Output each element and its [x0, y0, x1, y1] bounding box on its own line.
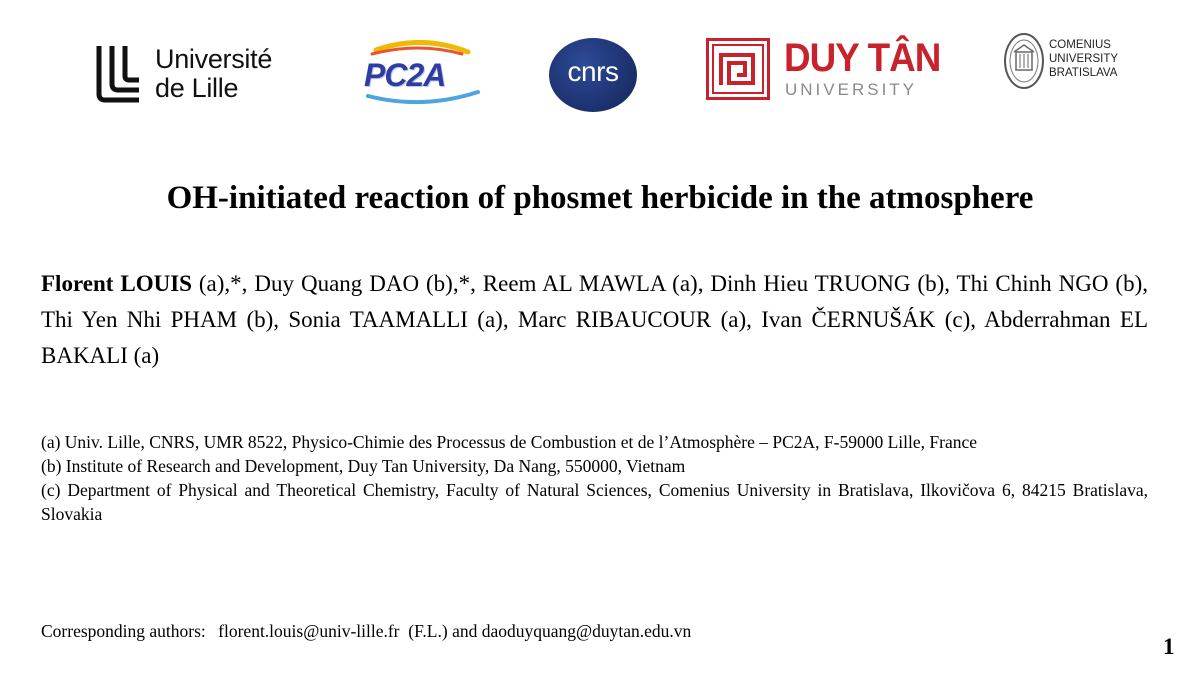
lille-mark-icon	[95, 46, 143, 104]
corresponding-authors	[41, 621, 691, 642]
corresponding-label: Corresponding authors:	[41, 621, 206, 641]
duy-tan-emblem-icon	[706, 38, 770, 100]
initials-fl: (F.L.)	[408, 621, 448, 641]
affiliation-b: (b) Institute of Research and Development, Duy Tan University, Da Nang, 550000, Vietnam	[41, 456, 686, 476]
pc2a-text: PC2A	[364, 57, 446, 93]
comenius-seal-icon	[1003, 32, 1045, 90]
lead-author-name: Florent LOUIS	[41, 271, 192, 296]
cnrs-text: cnrs	[567, 56, 619, 87]
page-number: 1	[1163, 634, 1175, 659]
duy-tan-name: DUY TÂN	[784, 36, 941, 80]
duy-tan-subtitle: UNIVERSITY	[785, 80, 918, 99]
comenius-line1: COMENIUS	[1049, 39, 1111, 51]
email-dao: daoduyquang@duytan.edu.vn	[481, 621, 692, 641]
author-list	[41, 266, 1148, 374]
pc2a-logo	[358, 40, 486, 104]
comenius-name	[1049, 38, 1118, 80]
lille-name-line1: Université	[155, 44, 273, 74]
paper-title: OH-initiated reaction of phosmet herbicide in the atmosphere	[166, 180, 1034, 216]
affiliations	[41, 430, 1148, 526]
affiliation-a: (a) Univ. Lille, CNRS, UMR 8522, Physico-Chimie des Processus de Combustion et de l’Atmosphère – PC2A, F-59000 Lille, France	[41, 432, 978, 452]
duy-tan-university-logo	[706, 36, 941, 100]
comenius-line3: BRATISLAVA	[1049, 67, 1118, 79]
author-list-rest: (a),*, Duy Quang DAO (b),*, Reem AL MAWLA (a), Dinh Hieu TRUONG (b), Thi Chinh NGO (b), Thi Yen Nhi PHAM (b), Sonia TAAMALLI (a), Marc RIBAUCOUR (a), Ivan ČERNUŠÁK (c), Abderrahman EL BAKALI (a)	[41, 271, 1148, 368]
affiliation-c: (c) Department of Physical and Theoretical Chemistry, Faculty of Natural Sciences, Comenius University in Bratislava, Ilkovičova 6, 84215 Bratislava, Slovakia	[41, 480, 1148, 524]
lille-name-line2: de Lille	[155, 73, 239, 103]
and-word: and	[452, 621, 478, 641]
comenius-university-logo	[1003, 32, 1123, 112]
email-louis: florent.louis@univ-lille.fr	[218, 621, 400, 641]
comenius-line2: UNIVERSITY	[1049, 53, 1119, 65]
logo-bar	[0, 30, 1200, 120]
cnrs-logo	[549, 38, 637, 112]
